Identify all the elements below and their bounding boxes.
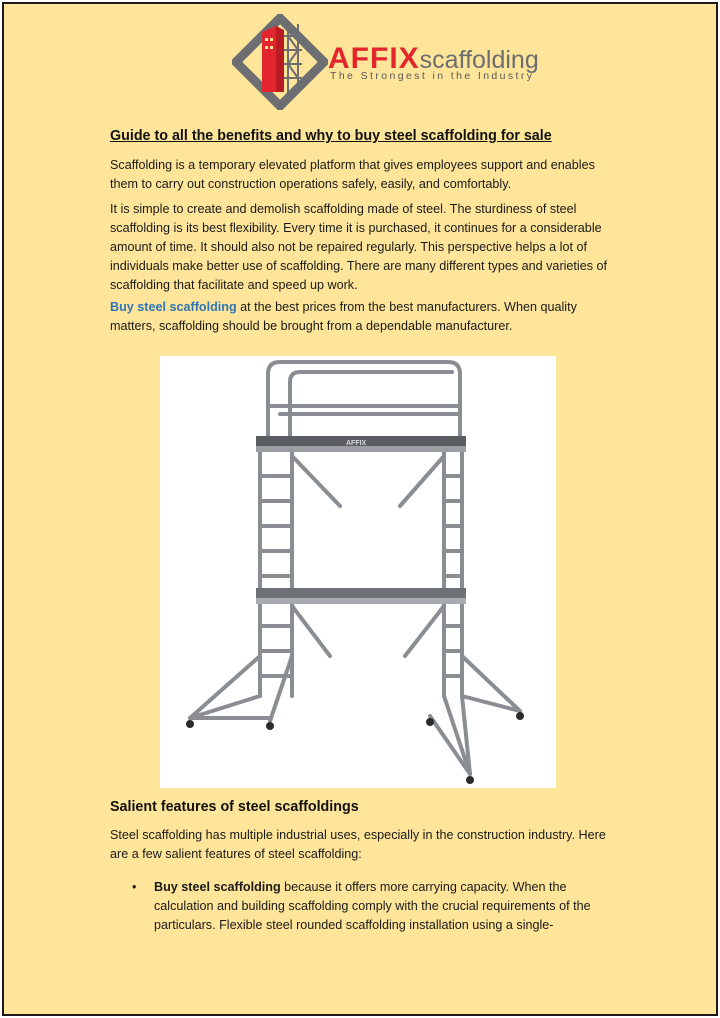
logo-brand-grey: scaffolding [419,46,539,74]
bullet-bold-lead: Buy steel scaffolding [154,880,281,894]
paragraph-intro: Scaffolding is a temporary elevated platform that gives employees support and enables them to carry out construction operations safely, easily, and comfortably. [110,158,595,191]
paragraph-features-intro: Steel scaffolding has multiple industrial uses, especially in the construction industry. Here are a few salient features of steel scaffolding: [110,828,606,861]
buy-steel-scaffolding-link[interactable]: Buy steel scaffolding [110,300,237,314]
paragraph-buy [110,298,610,336]
logo-tagline: The Strongest in the Industry [330,70,535,82]
logo-building-icon [232,14,328,110]
bullet-text: because it offers more carrying capacity. When the calculation and building scaffolding comply with the crucial requirements of the particulars. Flexible steel rounded scaffolding installation using a single- [154,880,591,932]
bullet-dot: • [132,880,137,894]
features-list [132,878,610,935]
logo-brand-red: AFFIX [328,42,420,75]
section-heading-salient-features: Salient features of steel scaffoldings [110,799,359,815]
scaffolding-photo [160,356,556,788]
document-page [2,2,718,1016]
scaffold-brand-label: AFFIX [346,440,367,447]
list-item [132,878,610,935]
paragraph-buy-text: at the best prices from the best manufacturers. When quality matters, scaffolding should be brought from a dependable manufacturer. [110,300,577,333]
affix-logo [232,14,539,114]
article-title: Guide to all the benefits and why to buy steel scaffolding for sale [110,128,552,144]
paragraph-sturdiness: It is simple to create and demolish scaffolding made of steel. The sturdiness of steel scaffolding is its best flexibility. Every time it is purchased, it continues for a considerable amount of time. It should also not be repaired regularly. This perspective helps a lot of individuals make better use of scaffolding. There are many different types and varieties of scaffolding that facilitate and speed up work. [110,202,608,292]
scaffolding-illustration [160,356,556,788]
